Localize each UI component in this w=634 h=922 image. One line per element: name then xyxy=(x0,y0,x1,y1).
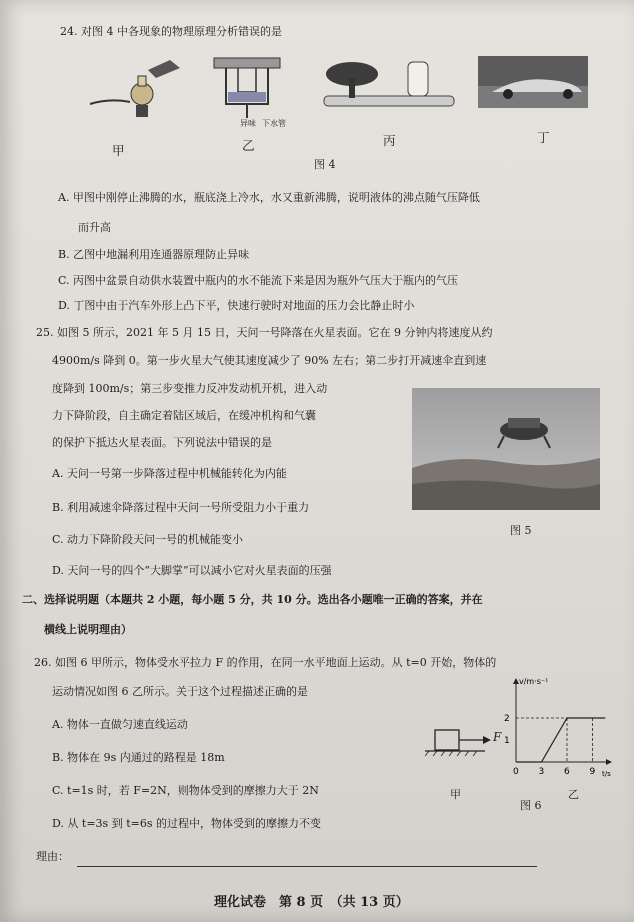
figure-6-block-diagram xyxy=(425,720,495,762)
page-footer: 理化试卷 第 8 页 （共 13 页） xyxy=(214,895,409,910)
q24-option-a-cont: 而升高 xyxy=(78,221,111,234)
fig4-sublabel-ding: 丁 xyxy=(537,130,550,145)
section2-header-line1: 二、选择说明题（本题共 2 小题，每小题 5 分，共 10 分。选出各小题唯一正确的答案，并在 xyxy=(22,593,483,606)
velocity-series-line xyxy=(516,718,605,762)
q26-option-b: B. 物体在 9s 内通过的路程是 18m xyxy=(52,751,225,764)
q26-option-d: D. 从 t=3s 到 t=6s 的过程中，物体受到的摩擦力不变 xyxy=(52,817,321,830)
fig6-sublabel-jia: 甲 xyxy=(450,788,461,801)
q24-stem: 24. 对图 4 中各现象的物理原理分析错误的是 xyxy=(60,25,282,38)
figure-4-illustrations xyxy=(80,52,600,122)
q26-reason-label: 理由： xyxy=(36,850,69,863)
fig4-car-photo xyxy=(478,56,588,108)
y-tick-label: 1 xyxy=(504,736,510,746)
fig4-label-drainpipe: 下水管 xyxy=(262,119,286,128)
q24-option-c: C. 丙图中盆景自动供水装置中瓶内的水不能流下来是因为瓶外气压大于瓶内的气压 xyxy=(58,274,459,287)
q26-option-c: C. t=1s 时，若 F=2N，则物体受到的摩擦力大于 2N xyxy=(52,784,319,797)
y-tick-label: 2 xyxy=(504,714,510,724)
x-axis-label: t/s xyxy=(602,770,611,778)
y-axis-label: v/m·s⁻¹ xyxy=(519,677,549,686)
q25-stem-line2: 4900m/s 降到 0。第一步火星大气使其速度减少了 90% 左右；第二步打开减速伞直到速 xyxy=(52,354,487,367)
q25-option-b: B. 利用减速伞降落过程中天问一号所受阻力小于重力 xyxy=(52,501,310,514)
fig4-bonsai-drawing xyxy=(324,62,454,106)
block-shape xyxy=(435,730,459,750)
q25-option-d: D. 天问一号的四个“大脚掌”可以减小它对火星表面的压强 xyxy=(52,564,332,577)
fig4-sublabel-yi: 乙 xyxy=(242,138,255,153)
fig6-caption: 图 6 xyxy=(520,799,542,812)
fig4-sublabel-bing: 丙 xyxy=(383,133,396,148)
x-tick-label: 3 xyxy=(538,767,545,777)
section2-header-line2: 横线上说明理由） xyxy=(44,623,132,636)
q24-option-d: D. 丁图中由于汽车外形上凸下平，快速行驶时对地面的压力会比静止时小 xyxy=(58,299,415,312)
q24-option-a: A. 甲图中刚停止沸腾的水，瓶底浇上冷水，水又重新沸腾，说明液体的沸点随气压降低 xyxy=(58,191,480,204)
figure-6-vt-chart xyxy=(494,672,614,784)
x-tick-label: 0 xyxy=(513,767,519,777)
fig4-flask-drawing xyxy=(90,60,180,117)
force-label: F xyxy=(493,730,502,744)
q25-stem-line3: 度降到 100m/s；第三步变推力反冲发动机开机，进入动 xyxy=(52,382,328,395)
figure-5-mars-lander-photo xyxy=(412,388,600,510)
q25-option-c: C. 动力下降阶段天问一号的机械能变小 xyxy=(52,533,244,546)
q24-option-b: B. 乙图中地漏利用连通器原理防止异味 xyxy=(58,248,250,261)
fig5-caption: 图 5 xyxy=(510,524,532,537)
fig4-sublabel-jia: 甲 xyxy=(112,143,125,158)
x-tick-label: 6 xyxy=(564,767,570,777)
fig4-caption: 图 4 xyxy=(314,158,336,171)
q26-stem-line2: 运动情况如图 6 乙所示。关于这个过程描述正确的是 xyxy=(52,685,308,698)
q26-option-a: A. 物体一直做匀速直线运动 xyxy=(52,718,188,731)
q25-stem-line5: 的保护下抵达火星表面。下列说法中错误的是 xyxy=(52,436,272,449)
q25-stem-line4: 力下降阶段，自主确定着陆区域后，在缓冲机构和气囊 xyxy=(52,409,316,422)
fig4-label-odor: 异味 xyxy=(240,119,256,128)
fig6-sublabel-yi: 乙 xyxy=(568,788,579,801)
q25-option-a: A. 天问一号第一步降落过程中机械能转化为内能 xyxy=(52,467,287,480)
x-tick-label: 9 xyxy=(589,767,596,777)
q26-reason-answer-line[interactable] xyxy=(77,866,537,867)
fig4-drain-drawing xyxy=(214,58,280,118)
q25-stem-line1: 25. 如图 5 所示，2021 年 5 月 15 日，天问一号降落在火星表面。它在 9 分钟内将速度从约 xyxy=(36,326,493,339)
q26-stem-line1: 26. 如图 6 甲所示，物体受水平拉力 F 的作用，在同一水平地面上运动。从 t=0 开始，物体的 xyxy=(34,656,497,669)
